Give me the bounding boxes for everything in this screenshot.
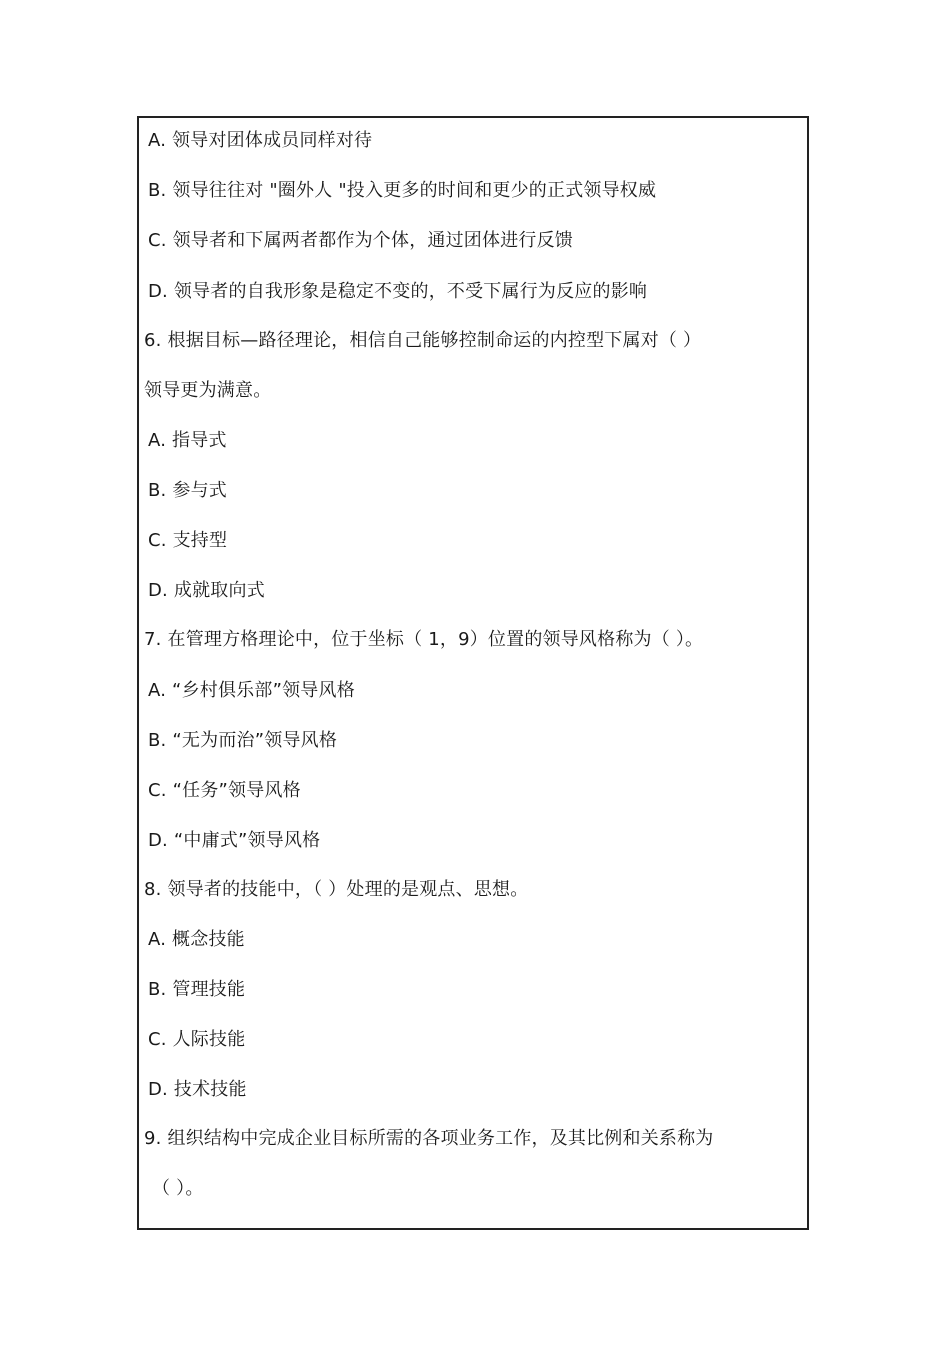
option-8a: A. 概念技能 — [148, 929, 245, 950]
option-8c: C. 人际技能 — [148, 1029, 246, 1050]
option-7d: D. “中庸式”领导风格 — [148, 830, 321, 851]
question-7: 7. 在管理方格理论中，位于坐标（ 1，9）位置的领导风格称为（ ）。 — [144, 629, 704, 650]
option-5d: D. 领导者的自我形象是稳定不变的，不受下属行为反应的影响 — [148, 281, 648, 302]
option-5a: A. 领导对团体成员同样对待 — [148, 130, 373, 151]
option-6b: B. 参与式 — [148, 480, 227, 501]
question-8: 8. 领导者的技能中，（ ）处理的是观点、思想。 — [144, 879, 529, 900]
option-6c: C. 支持型 — [148, 530, 228, 551]
question-6: 6. 根据目标—路径理论，相信自己能够控制命运的内控型下属对（ ） — [144, 330, 702, 351]
question-6-cont: 领导更为满意。 — [144, 380, 272, 401]
option-7b: B. “无为而治”领导风格 — [148, 730, 338, 751]
option-8b: B. 管理技能 — [148, 979, 246, 1000]
option-5c: C. 领导者和下属两者都作为个体，通过团体进行反馈 — [148, 230, 574, 251]
option-6a: A. 指导式 — [148, 430, 227, 451]
option-7a: A. “乡村俱乐部”领导风格 — [148, 680, 355, 701]
question-9: 9. 组织结构中完成企业目标所需的各项业务工作，及其比例和关系称为 — [144, 1128, 714, 1149]
option-6d: D. 成就取向式 — [148, 580, 265, 601]
option-8d: D. 技术技能 — [148, 1079, 247, 1100]
option-7c: C. “任务”领导风格 — [148, 780, 301, 801]
question-9-cont: （ ）。 — [152, 1178, 204, 1199]
option-5b: B. 领导往往对 "圈外人 "投入更多的时间和更少的正式领导权威 — [148, 180, 657, 201]
